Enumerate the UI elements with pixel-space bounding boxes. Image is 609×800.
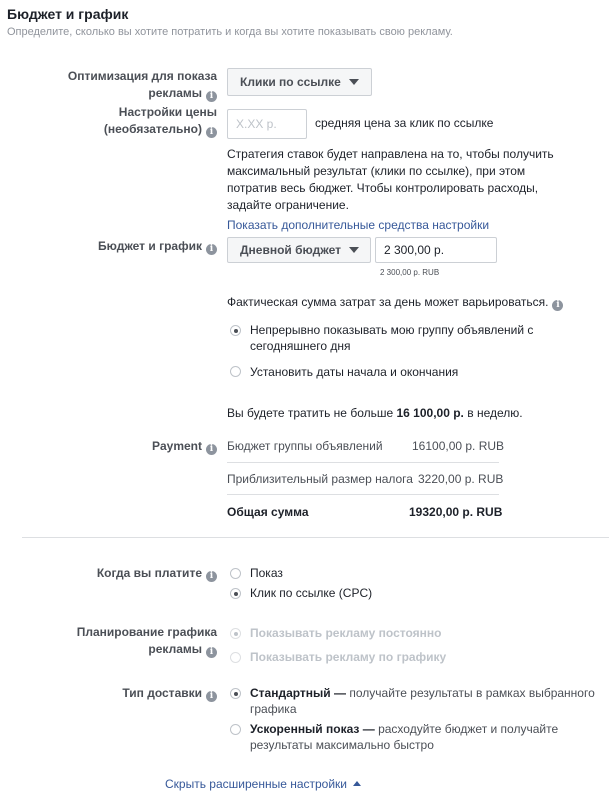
scheduling-always-radio[interactable]	[230, 628, 241, 639]
optimization-dropdown[interactable]: Клики по ссылке	[227, 68, 372, 96]
payment-total-label: Общая сумма	[227, 505, 309, 519]
delivery-label: Тип доставки i	[122, 685, 217, 702]
chevron-down-icon	[349, 247, 359, 253]
info-icon[interactable]: i	[206, 444, 217, 455]
info-icon[interactable]: i	[206, 571, 217, 582]
budget-label: Бюджет и график i	[98, 238, 217, 255]
billing-cpc-radio[interactable]	[230, 588, 241, 599]
bid-suffix: средняя цена за клик по ссылке	[315, 116, 494, 130]
scheduling-schedule-radio[interactable]	[230, 652, 241, 663]
delivery-accelerated-label[interactable]: Ускоренный показ — расходуйте бюджет и получайте результаты максимально быстро	[250, 722, 559, 752]
billing-label: Когда вы платите i	[97, 565, 217, 582]
weekly-spend-note: Вы будете тратить не больше 16 100,00 р. в неделю.	[227, 406, 523, 420]
info-icon[interactable]: i	[206, 244, 217, 255]
bid-strategy-text: Стратегия ставок будет направлена на то, чтобы получить максимальный результат (клики по ссылке), при этом потратив весь бюджет. Чтобы контролировать расходы, задайте ограничение.	[227, 147, 554, 212]
show-more-settings-link[interactable]: Показать дополнительные средства настройки	[227, 218, 490, 232]
payment-label: Payment i	[152, 438, 217, 455]
info-icon[interactable]: i	[206, 91, 217, 102]
schedule-dates-label[interactable]: Установить даты начала и окончания	[250, 365, 459, 379]
budget-amount-input[interactable]: 2 300,00 р.	[375, 237, 497, 263]
schedule-continuous-label[interactable]: Непрерывно показывать мою группу объявлений с сегодняшнего дня	[250, 323, 534, 353]
budget-type-dropdown[interactable]: Дневной бюджет	[227, 237, 371, 263]
delivery-accelerated-radio[interactable]	[230, 724, 241, 735]
ad-scheduling-label: Планирование графика рекламы i	[76, 625, 217, 657]
info-icon[interactable]: i	[206, 691, 217, 702]
billing-cpc-label[interactable]: Клик по ссылке (CPC)	[250, 586, 373, 600]
caret-up-icon	[353, 781, 361, 786]
info-icon[interactable]: i	[206, 127, 217, 138]
bid-label: Настройки цены (необязательно) i	[103, 105, 217, 137]
scheduling-always-label[interactable]: Показывать рекламу постоянно	[250, 626, 442, 640]
budget-amount-hint: 2 300,00 р. RUB	[380, 268, 440, 277]
hide-advanced-settings-link[interactable]: Скрыть расширенные настройки	[165, 777, 361, 791]
variance-note: Фактическая сумма затрат за день может варьироваться. i	[227, 294, 563, 311]
delivery-standard-label[interactable]: Стандартный — получайте результаты в рамках выбранного графика	[250, 686, 595, 716]
schedule-continuous-radio[interactable]	[230, 325, 241, 336]
info-icon[interactable]: i	[206, 647, 217, 658]
payment-total-value: 19320,00 р. RUB	[409, 505, 503, 519]
delivery-standard-radio[interactable]	[230, 688, 241, 699]
bid-input[interactable]	[227, 109, 307, 139]
schedule-dates-radio[interactable]	[230, 366, 241, 377]
optimization-label: Оптимизация для показа рекламы i	[67, 69, 217, 101]
payment-row-name: Бюджет группы объявлений	[227, 439, 383, 453]
divider	[227, 494, 499, 495]
chevron-down-icon	[349, 79, 359, 85]
section-divider	[22, 537, 609, 538]
divider	[227, 462, 499, 463]
billing-impression-radio[interactable]	[230, 568, 241, 579]
section-subtitle: Определите, сколько вы хотите потратить и когда вы хотите показывать свою рекламу.	[7, 26, 453, 38]
section-title: Бюджет и график	[7, 6, 129, 22]
payment-row-name: Приблизительный размер налога	[227, 472, 413, 486]
payment-row-value: 3220,00 р. RUB	[418, 472, 504, 486]
scheduling-schedule-label[interactable]: Показывать рекламу по графику	[250, 650, 447, 664]
info-icon[interactable]: i	[552, 300, 563, 311]
payment-row-value: 16100,00 р. RUB	[412, 439, 505, 453]
billing-impression-label[interactable]: Показ	[250, 566, 283, 580]
